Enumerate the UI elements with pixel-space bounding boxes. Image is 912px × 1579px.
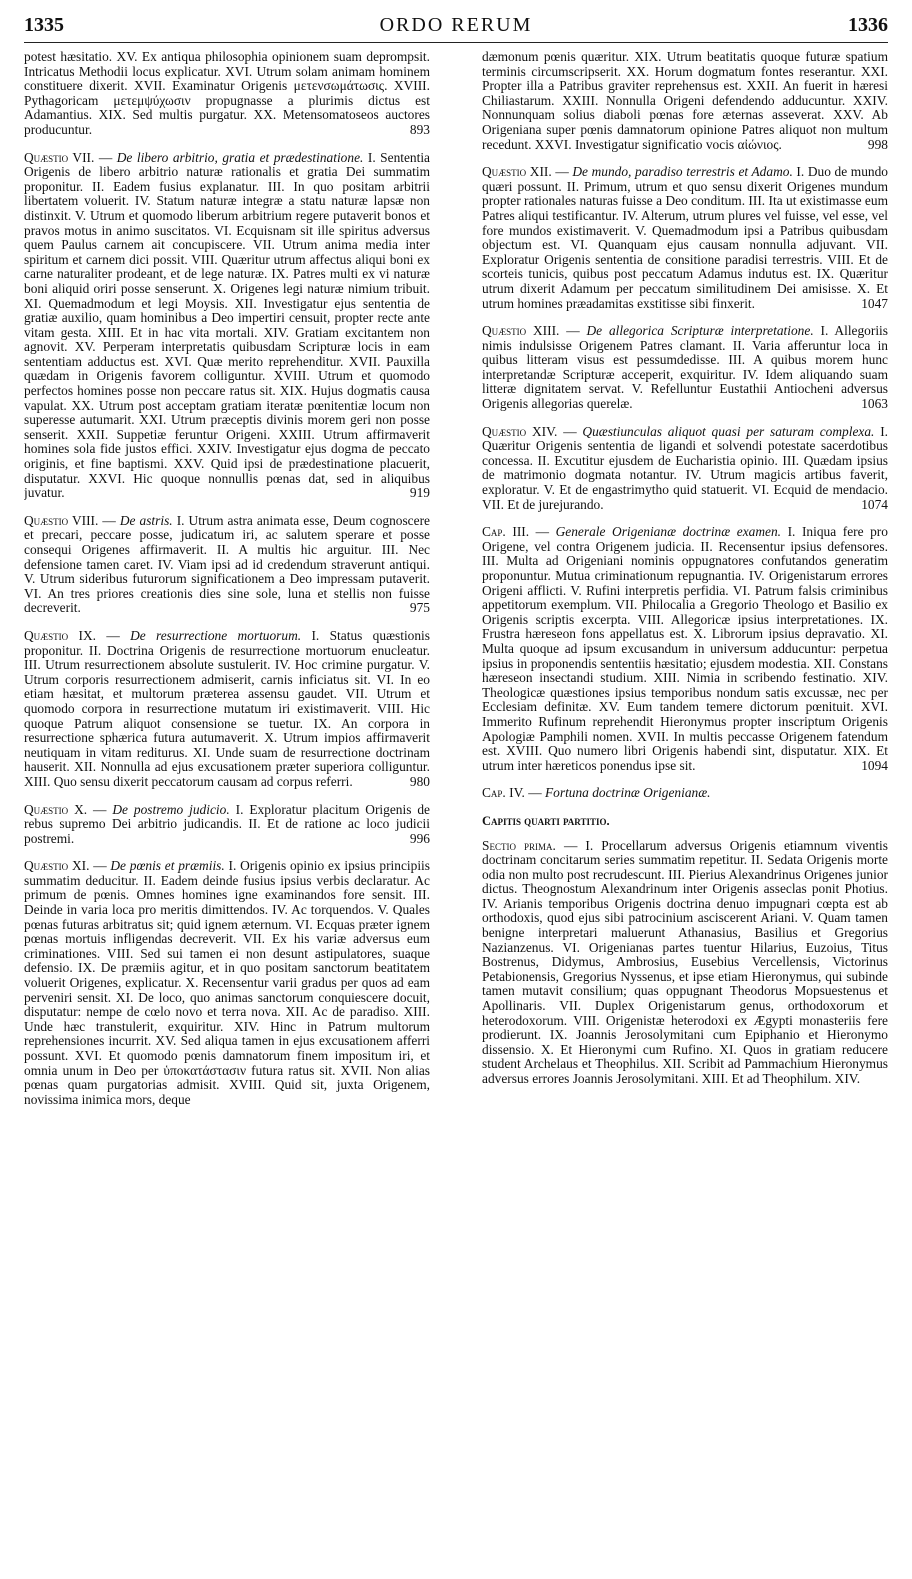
entry-head: Cap. III. —	[482, 524, 550, 540]
entry-body: I. Status quæstionis proponitur. II. Doctrina Origenis de resurrectione mortuorum enucleatur. III. Utrum resurrectionem absolute sustulerit. IV. Hoc crimine purgatur. V. Utrum corporis resurrectionem admiserit, carnis inficiatus sit. VI. In eo etiam hæsitat, et multorum præterea assensu gaudet. VII. Utrum et quomodo corpora in resurrectione mutatum iri existimaverit. VIII. Hic quoque Patrum aliquot consensione se tuetur. IX. An corpora in resurrectione sphærica futura autumaverit. X. Utrum impios affirmaverit neutiquam in vitam rediturus. XI. Unde suam de resurrectione doctrinam hauserit. XII. Nonnulla ad ejus excusationem præter superiora colliguntur. XIII. Quo sensu dixerit peccatorum causam ad corpus referri.	[24, 627, 430, 789]
page-number-left: 1335	[24, 14, 64, 36]
entry-body: I. Allegoriis nimis indulsisse Origenem Patres clamant. II. Varia afferuntur loca in quibus litteram visus est pessumdedisse. III. A quibus morem hunc interpretandæ Scripturæ acceperit, exquiritur. IV. Idem aliquando suam litteræ dignitatem servat. V. Refelluntur Eustathii Antiocheni adversus Origenis allegorias querelæ.	[482, 323, 888, 412]
entry-title: De pœnis et præmiis.	[110, 858, 225, 874]
entry-title: De libero arbitrio, gratia et prædestinatione.	[116, 149, 364, 165]
entry	[482, 525, 888, 773]
entry-head: Quæstio X. —	[24, 801, 107, 817]
entry-head: Quæstio XI. —	[24, 858, 107, 874]
entry-body: I. Duo de mundo quæri possunt. II. Primum, utrum et quo sensu dixerit Origenes mundum propter rationales naturas fuisse a Deo conditum. III. Ita ut existimasse eum Patres aliqui testificantur. IV. Alterum, utrum plures vel fuisse, vel esse, vel fore mundos existimaverit. V. Quemadmodum ipsi a Patribus quibusdam objectum est. VI. Quanquam ejus causam nonnulla adjuvant. VII. Exploratur Origenis sententia de consitione paradisi terrestris. VIII. Et de scorteis tunicis, quibus post peccatum Adamus indutus est. IX. Quæritur utrum dixerit Adamum per peccatum similitudinem Dei amisisse. X. Et utrum homines præadamitas exstitisse sibi finxerit.	[482, 164, 888, 311]
right-column	[482, 50, 888, 1570]
page-number-right: 1336	[848, 14, 888, 36]
page-reference: 893	[409, 121, 430, 137]
entry-head: Quæstio XIII. —	[482, 323, 580, 339]
chapter-heading	[482, 786, 888, 801]
entry-body: I. Iniqua fere pro Origene, vel contra Origenem judicia. II. Recensentur ipsius defensores. III. Multa ad Origeniani nominis oppugnatores confutandos generatim proponuntur. Mutua criminationum repugnantia. IV. Origenistarum errores Origeni afflicti. V. Rufini interpretis perfidia. VI. Patrum falsis criminibus appetitorum exemplum. VII. Philocalia a Gregorio Theologo et Basilio ex Origenis scriptis excerpta. VIII. Allegoricæ ipsius interpretationes. IX. Frustra hæreseon fons appellatus est. X. Librorum ipsius depravatio. XI. Multa quoque ad ipsum excusandum in universum adducuntur: perpetua ipsius in proponendis sententiis hæsitatio; ejusdem modestia. XII. Constans hæreseon insectandi studium. XIII. Nimia in scribendo festinatio. XIV. Theologicæ quæstiones ipsius temporibus nondum satis excussæ, nec per Ecclesiam definitæ. XV. Eum tandem temere dictorum pœnituit. XVI. Immerito Rufinum reprehendit Hieronymus propter inscriptum Origenis Apologiæ Pamphili nomen. XVII. In multis peccasse Origenem fatendum est. XVIII. Quo numero libri Origenis habendi sint, disputatur. XIX. Et utrum inter hæreticos ponendus ipse sit.	[482, 524, 888, 773]
entry-title: Generale Origenianæ doctrinæ examen.	[555, 524, 781, 540]
page-header	[24, 8, 888, 43]
entry	[24, 803, 430, 847]
page-reference: 980	[409, 773, 430, 789]
entry-body: I. Quæritur Origenis sententia de ligandi et solvendi potestate sacerdotibus concessa. II. Excutitur ejusdem de Eucharistia opinio. III. Quædam ipsius de matrimonio dogmata notantur. IV. Utrum magicis artibus faverit, exploratur. V. Et de engastrimytho quid statuerit. VI. Ecquid de mendacio. VII. Et de jurejurando.	[482, 423, 888, 512]
entry-title: De resurrectione mortuorum.	[130, 627, 302, 643]
left-column	[24, 50, 430, 1570]
entry-title: De postremo judicio.	[112, 801, 230, 817]
entry	[482, 324, 888, 412]
entry-title: De allegorica Scripturæ interpretatione.	[586, 323, 814, 339]
entry	[24, 514, 430, 616]
page-reference: 1094	[861, 757, 888, 773]
entry-head: Quæstio XIV. —	[482, 423, 577, 439]
page-reference: 1074	[861, 496, 888, 512]
entry	[24, 50, 430, 138]
entry-title: Quæstiunculas aliquot quasi per saturam complexa.	[582, 423, 875, 439]
entry-head: Quæstio VII. —	[24, 149, 113, 165]
entry-head: Quæstio IX. —	[24, 627, 120, 643]
page-reference: 1063	[861, 396, 888, 412]
entry	[482, 165, 888, 311]
entry-body: I. Origenis opinio ex ipsius principiis summatim deducitur. II. Eadem deinde fusius ipsius verbis declaratur. Ac primum de pœnis. Omnes homines igne examinandos fore sensit. III. Deinde in varia loca pro meritis dimittendos. IV. Ac torquendos. V. Quales pœnas futuras arbitratus sit; quid ignem æternum. VI. Ecquas præter ignem pœnas mortuis infligendas decreverit. VII. Ex his variæ adversus eum criminationes. VIII. Sed sui tamen ei non desunt astipulatores, suaque defensio. IX. De præmiis agitur, et in quo positam sanctorum beatitatem voluerit Origenes, explicatur. X. Recensentur varii gradus per quos ad eam perveniri sensit. XI. De loco, quo animas sanctorum conquiescere docuit, disputatur: nempe de cœlo novo et terra nova. XII. Ac de paradiso. XIII. Unde hæc transtulerit, exquiritur. XIV. Hinc in Patrum multorum reprehensiones incurrit. XV. Sed aliqua tamen in ejus excusationem afferri possunt. XVI. Et quomodo pœnis damnatorum finem impositum iri, et omnia unum in Deo per ὑποκατάστασιν futura ratus sit. XVII. Non alias pœnas quam purgatorias admisit. XVIII. Quid sit, juxta Origenem, novissima inimica mors, deque	[24, 858, 430, 1107]
page-reference: 1047	[861, 295, 888, 311]
entry-body: I. Sententia Origenis de libero arbitrio naturæ rationalis et gratia Dei summatim proponitur. II. Eadem fusius explanatur. III. In quo positam arbitrii libertatem voluerit. IV. Statum naturæ integræ a statu naturæ lapsæ non distinxit. V. Utrum et quomodo liberum arbitrium regere putaverit bonos et pravos motus in animo suscitatos. VI. Ecquisnam sit ille spiritus adversus quem Paulus carnem ait concupiscere. VII. Utrum anima media inter spiritum et carnem dici possit. VIII. Quæritur utrum affectus aliqui boni ex carne naturaliter prodeant, et de lege naturæ. IX. Patres multi ex vi naturæ boni aliquid oriri posse senserunt. X. Origenes legi naturæ nimium tribuit. XI. Quemadmodum et legi Moysis. XII. Investigatur ejus sententia de gratiæ auxilio, quam hominibus a Deo impertiri censuit, propter recte ante vitam gesta. XIII. Et in hac vita mortali. XIV. Gratiam excitantem non agnovit. XV. Perperam interpretatis quibusdam Scripturæ locis in eam sententiam adductus est. XVI. Quæ merito reprehenditur. XVII. Pauxilla quædam in Origenis favorem colliguntur. XVIII. Utrum et quomodo perfectos homines posse non peccare ratus sit. XIX. Hujus dogmatis causa vapulat. XX. Utrum post acceptam gratiam iteratæ pœnitentiæ locum non superesse autumarit. XXI. Utrum præceptis divinis morem geri non posse senserit. XXII. Suppetiæ feruntur Origeni. XXIII. Utrum affirmaverit homines sola fide justos effici. XXIV. Investigatur ejus dogma de peccato originis, et fine baptismi. XXV. Quid ipsi de prædestinatione placuerit, disputatur. XXVI. Hic quoque nonnullis pœnas dat, sed in aliquibus juvatur.	[24, 149, 430, 501]
entry-title: De mundo, paradiso terrestris et Adamo.	[572, 164, 793, 180]
entry-title: Fortuna doctrinæ Origenianæ.	[544, 785, 711, 801]
partitio-heading: Capitis quarti partitio.	[482, 813, 610, 828]
entry-body: I. Utrum astra animata esse, Deum cognoscere et precari, peccare posse, judicatum iri, ac salutem sperare et posse consequi Origenes affirmaverit. II. A multis hic arguitur. III. Nec defensione tamen caret. IV. Viam ipsi ad id credendum straverunt antiqui. V. Utrum sideribus futurorum significationem a Deo impressam putaverit. VI. An tres priores creationis dies sine sole, luna et stellis non fuisse decreverit.	[24, 512, 430, 616]
entry	[24, 151, 430, 501]
page-reference: 975	[409, 600, 430, 616]
entry-head: Quæstio VIII. —	[24, 512, 116, 528]
page-reference: 998	[867, 136, 888, 152]
page-reference: 996	[409, 830, 430, 846]
page-reference: 919	[409, 485, 430, 501]
entry-body: dæmonum pœnis quæritur. XIX. Utrum beatitatis quoque futuræ spatium terminis circumscripserit. XX. Horum dogmatum fontes reserantur. XXI. Propter illa a Patribus graviter reprehensus est. XXII. An fuerit in hæresi Chiliastarum. XXIII. Nonnulla Origeni defendendo adducuntur. XXIV. Nonnunquam solius diaboli pœnas fore æternas asseverat. XXV. Ab Origeniana super pœnis damnatorum opinione Patres aliquot non multum recedunt. XXVI. Investigatur significatio vocis αἰώνιος.	[482, 50, 888, 152]
entry-body: I. Exploratur placitum Origenis de rebus supremo Dei arbitrio judicandis. II. Et de ratione ac loco judicii postremi.	[24, 801, 430, 846]
entry-body: potest hæsitatio. XV. Ex antiqua philosophia opinionem suam deprompsit. Intricatus Methodii locus explicatur. XVI. Utrum solam animam hominem constituere dixerit. XVII. Examinatur Origenis μετενσωμάτωσις. XVIII. Pythagoricam μετεμψύχωσιν propugnasse a plurimis dictus est Adamantius. XIX. Sed multis purgatur. XX. Metensomatoseos auctores producuntur.	[24, 50, 430, 137]
section-body: I. Procellarum adversus Origenis etiamnum viventis doctrinam concitarum series summatim repetitur. II. Sedata Origenis morte odia non multo post recrudescunt. III. Pierius Alexandrinus Origenes junior dictus. Theognostum Alexandrinum inter Origenis asseclas ponit Photius. IV. Arianis temporibus Origenis doctrina denuo impugnari cœpta est ab orthodoxis, quod ejus sibi patrocinium asciscerent Ariani. V. Quam tamen benigne interpretari maluerunt Athanasius, Basilius et Gregorius Nazianzenus. VI. Origenianas partes tuentur Hilarius, Euzoius, Titus Bostrenus, Didymus, Ambrosius, Eusebius Vercellensis, Victorinus Petabionensis, Gregorius Nyssenus, et ipse etiam Hieronymus, qui subinde tamen mutavit consilium; quas oppugnant Theodorus Mopsuestenus et Apollinaris. VII. Duplex Origenistarum genus, orthodoxorum et heterodoxorum. VIII. Origenistæ heterodoxi ex Ægypti monasteriis fere prodierunt. IX. Joannis Jerosolymitani cum Epiphanio et Hieronymo dissensio. X. Et Hieronymi cum Rufino. XI. Quos in gratiam reducere student Archelaus et Theophilus. XII. Scribit ad Pammachium Hieronymus adversus errores Joannis Jerosolymitani. XIII. Et ad Theophilum. XIV.	[482, 837, 888, 1086]
entry-title: De astris.	[119, 512, 173, 528]
entry-head: Cap. IV. —	[482, 785, 542, 801]
entry	[482, 425, 888, 513]
running-title: ORDO RERUM	[379, 14, 533, 36]
entry	[24, 629, 430, 790]
entry	[482, 50, 888, 152]
entry	[24, 859, 430, 1107]
entry	[482, 839, 888, 1087]
section-head: Sectio prima. —	[482, 837, 578, 853]
entry-head: Quæstio XII. —	[482, 164, 569, 180]
